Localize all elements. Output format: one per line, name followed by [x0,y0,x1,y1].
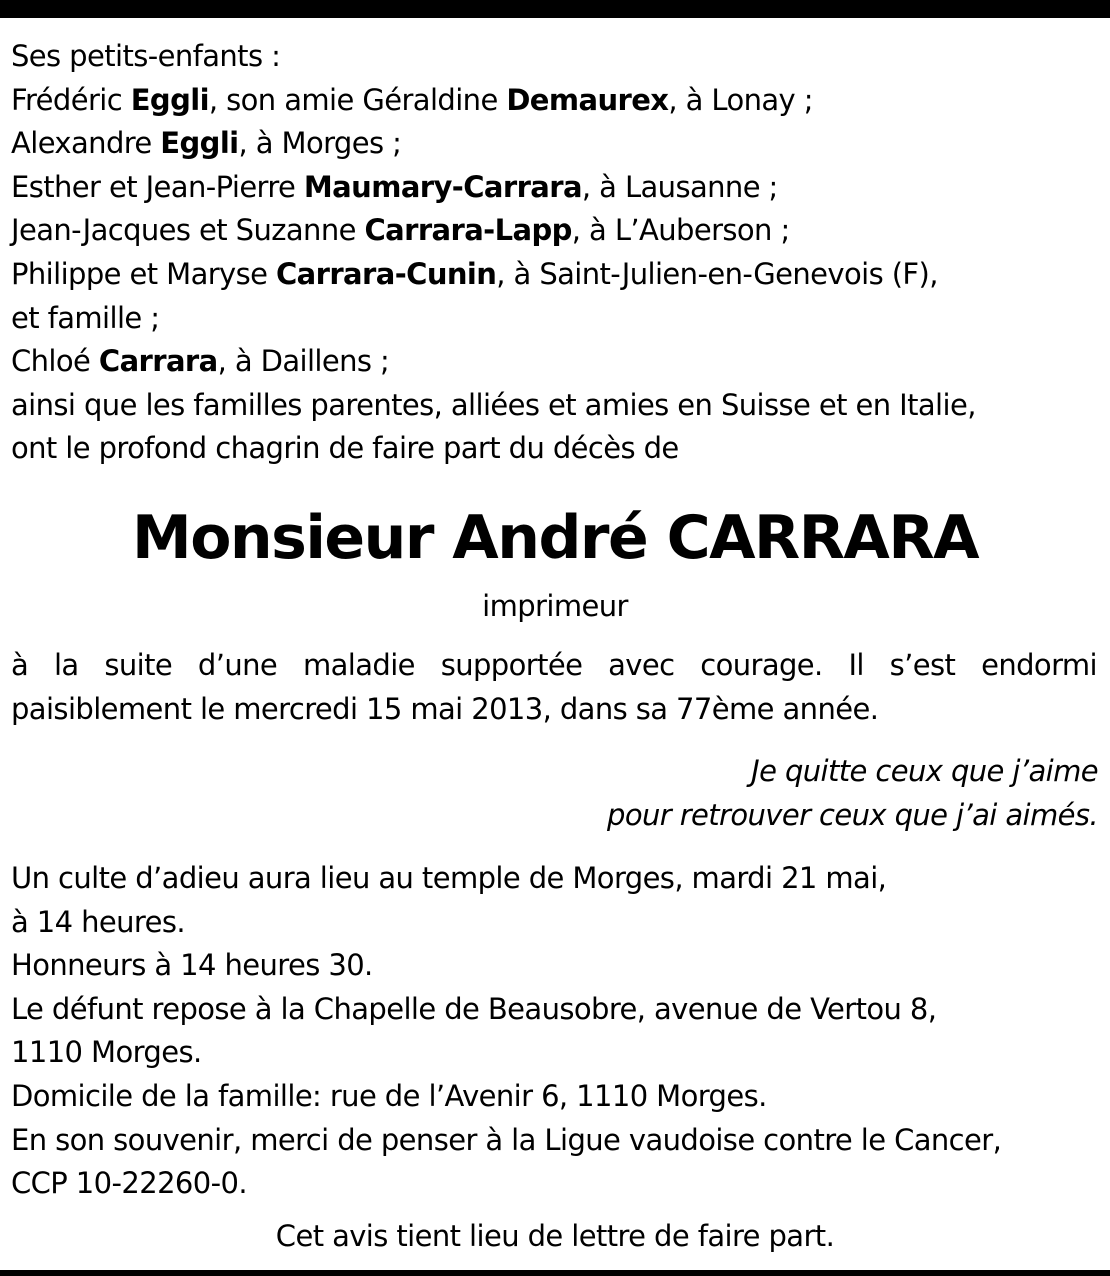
family-surname: Demaurex [506,82,669,117]
family-line-text: , son amie Géraldine [208,82,507,117]
family-surname: Eggli [130,82,209,117]
family-line-text: Chloé [11,344,99,379]
family-line-text: , à Morges ; [238,126,402,161]
bottom-rule [0,1270,1110,1276]
family-line [11,79,1101,123]
family-line-text: ainsi que les familles parentes, alliées et amies en Suisse et en Italie, [11,387,976,422]
ceremony-details [11,857,1101,1206]
family-line-text: , à L’Auberson ; [571,213,790,248]
family-line-text: Frédéric [11,82,131,117]
family-line-text: , à Saint-Julien-en-Genevois (F), [496,256,938,291]
deceased-profession: imprimeur [482,589,628,623]
ceremony-line: Le défunt repose à la Chapelle de Beausobre, avenue de Vertou 8, [11,991,937,1026]
family-line-text: Philippe et Maryse [11,256,276,291]
family-line [11,427,1101,471]
family-header: Ses petits-enfants : [11,39,281,73]
ceremony-line: à 14 heures. [11,904,185,939]
family-line-text: et famille ; [11,300,160,335]
ceremony-line: Domicile de la famille: rue de l’Avenir 6, 1110 Morges. [11,1078,767,1113]
family-line [11,253,1101,297]
family-line [11,122,1101,166]
family-surname: Carrara [98,344,218,379]
top-rule [0,0,1110,18]
family-line [11,340,1101,384]
epitaph-quote [607,750,1098,837]
family-line [11,209,1101,253]
family-line [11,166,1101,210]
family-surname: Carrara-Lapp [364,213,572,248]
family-line [11,384,1101,428]
family-surname: Eggli [160,126,239,161]
ceremony-line: Un culte d’adieu aura lieu au temple de Morges, mardi 21 mai, [11,861,887,895]
ceremony-line: En son souvenir, merci de penser à la Ligue vaudoise contre le Cancer, [11,1122,1002,1157]
closing-note: Cet avis tient lieu de lettre de faire part. [275,1219,835,1253]
ceremony-line: 1110 Morges. [11,1035,202,1070]
ceremony-line: Honneurs à 14 heures 30. [11,948,373,983]
family-list [11,35,1101,471]
family-line-text: Esther et Jean-Pierre [11,169,304,204]
death-text-line: paisiblement le mercredi 15 mai 2013, dans sa 77ème année. [11,691,879,726]
family-line-text: ont le profond chagrin de faire part du décès de [11,431,679,466]
family-line-text: , à Daillens ; [217,344,390,379]
ceremony-line: CCP 10-22260-0. [11,1166,247,1201]
quote-line: Je quitte ceux que j’aime [751,754,1098,788]
death-text-line: à la suite d’une maladie supportée avec courage. Il s’est endormi [11,648,1097,682]
family-line [11,297,1101,341]
family-surname: Carrara-Cunin [276,256,497,291]
family-line-text: Alexandre [11,126,161,161]
family-line-text: , à Lausanne ; [581,169,778,204]
family-line-text: Jean-Jacques et Suzanne [11,213,365,248]
death-announcement [11,644,1097,731]
family-surname: Maumary-Carrara [303,169,582,204]
quote-line: pour retrouver ceux que j’ai aimés. [607,797,1098,832]
family-line-text: , à Lonay ; [668,82,813,117]
deceased-name: Monsieur André CARRARA [131,503,979,573]
